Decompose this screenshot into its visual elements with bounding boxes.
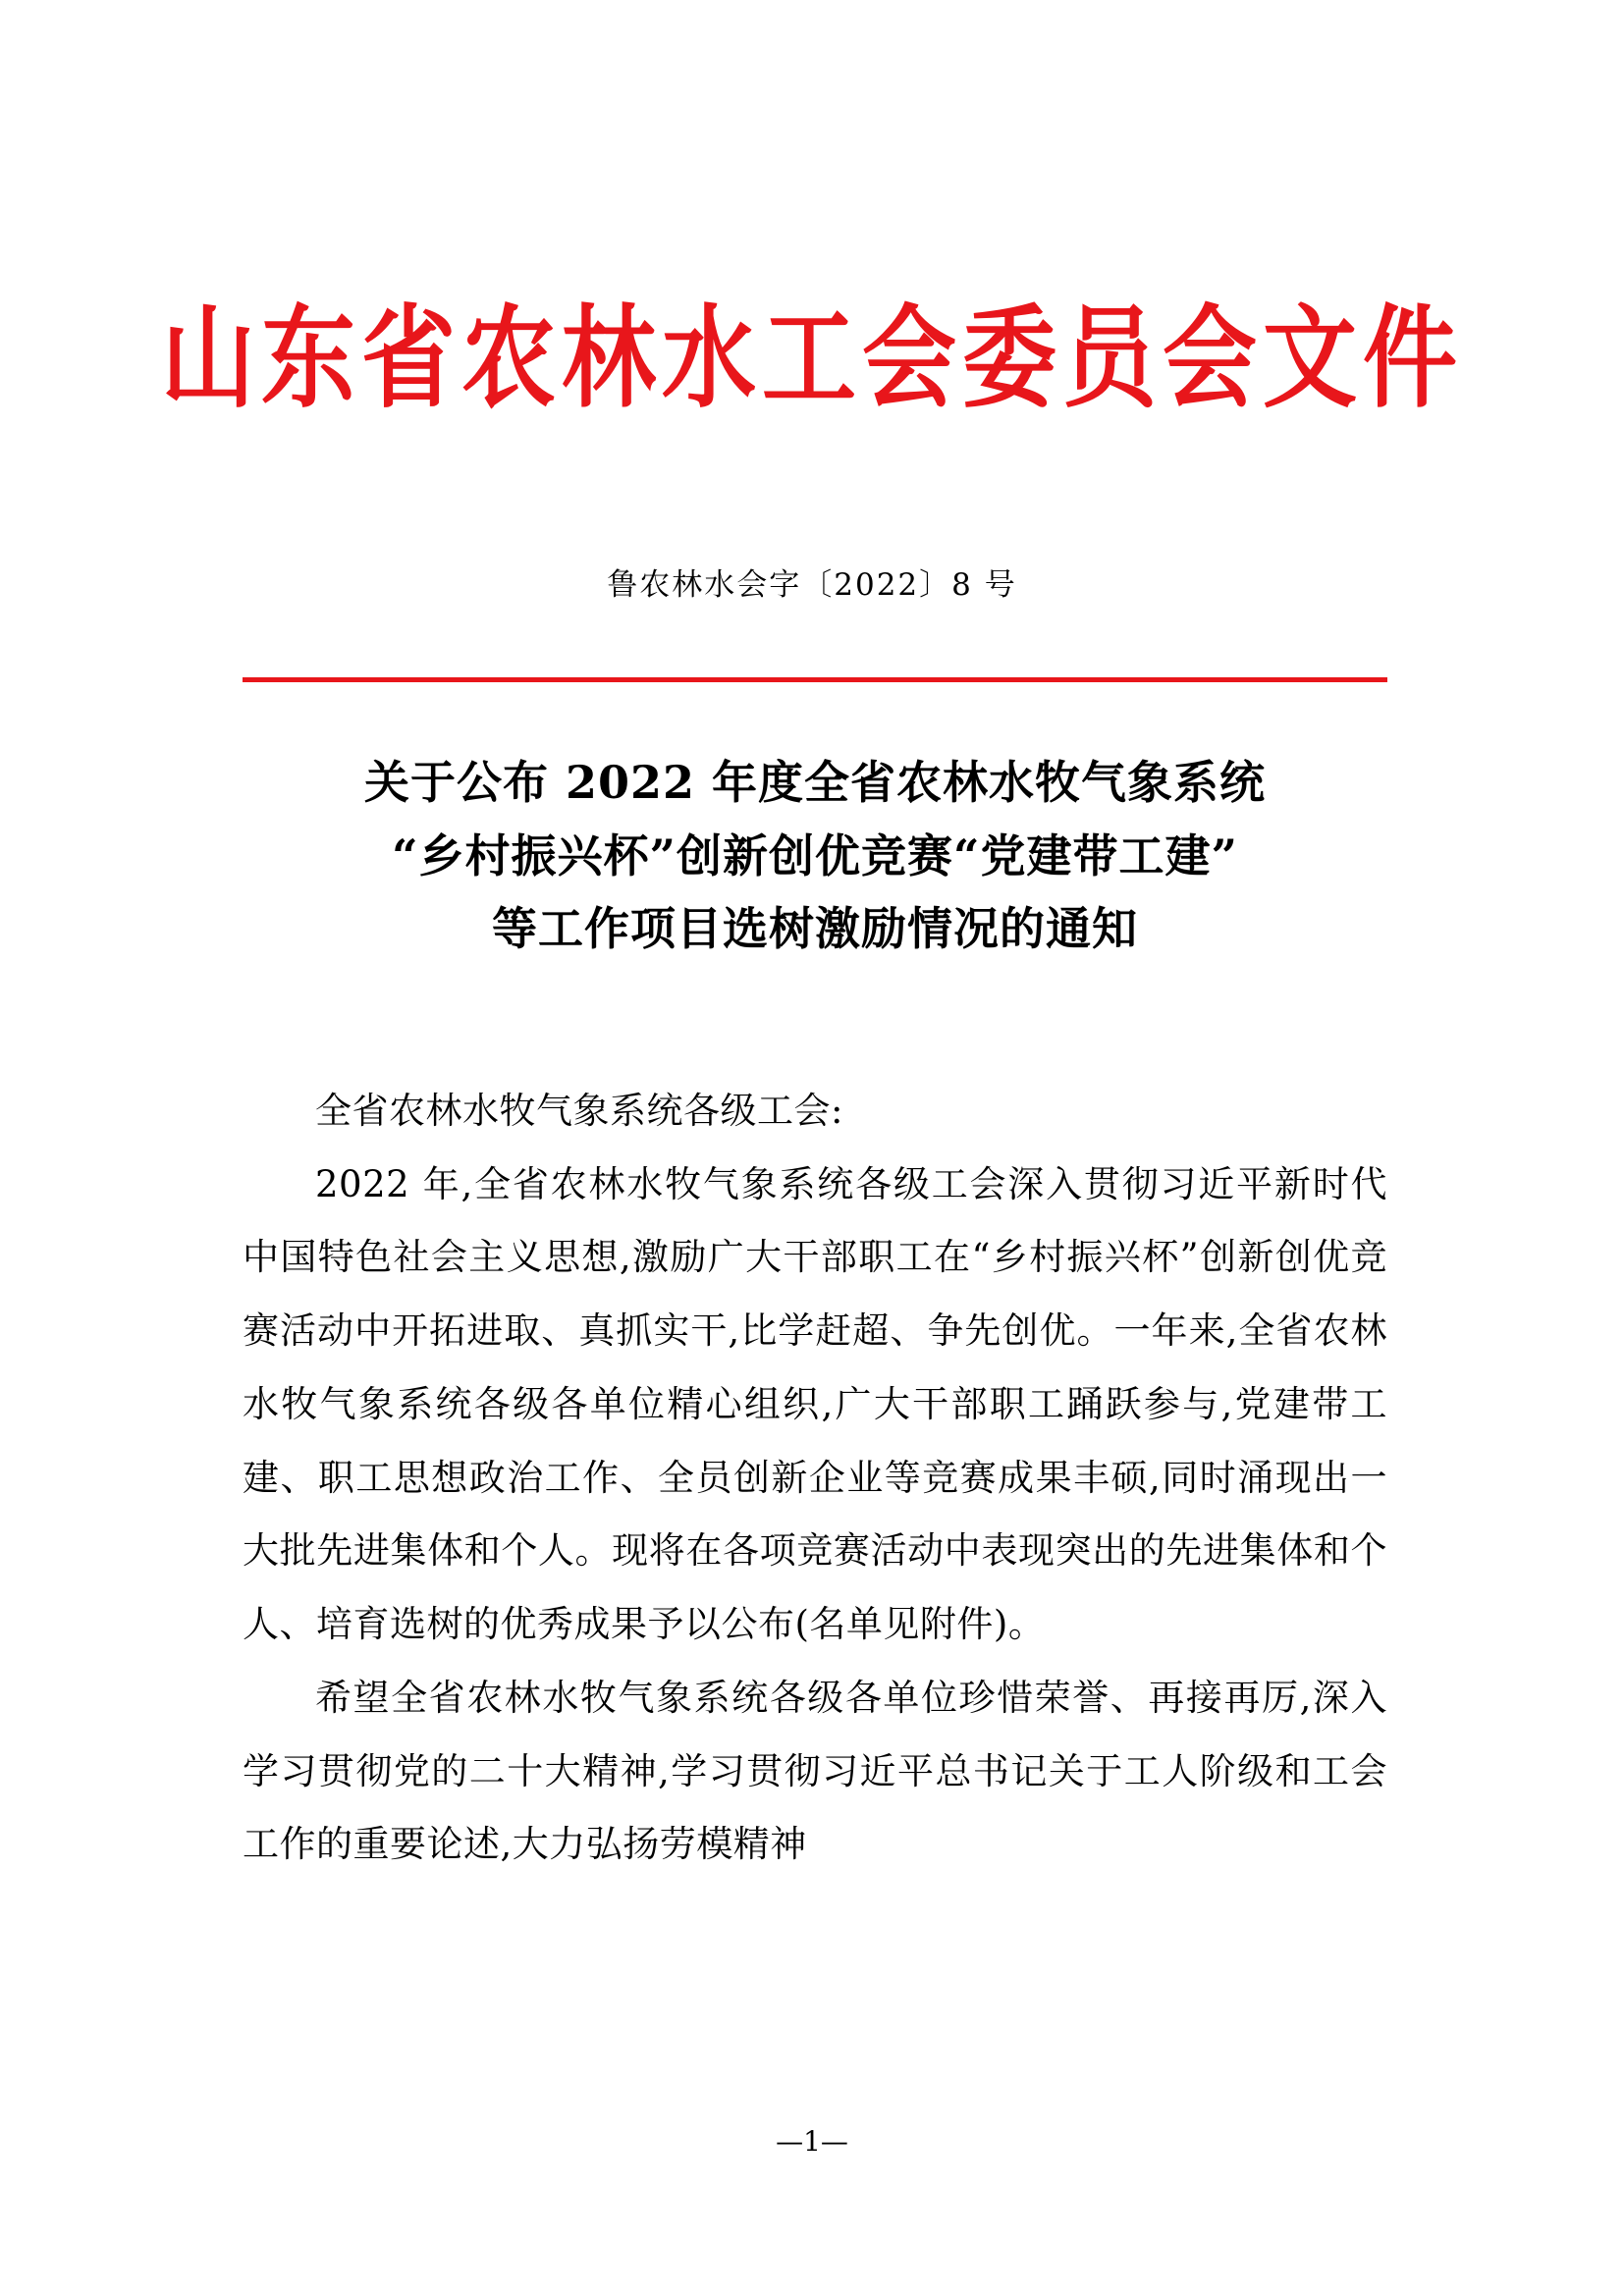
document-header	[0, 292, 1624, 423]
body-paragraph-2: 希望全省农林水牧气象系统各级各单位珍惜荣誉、再接再厉,深入学习贯彻党的二十大精神,学习贯彻习近平总书记关于工人阶级和工会工作的重要论述,大力弘扬劳模精神	[243, 1676, 1387, 1866]
salutation: 全省农林水牧气象系统各级工会:	[315, 1090, 843, 1132]
page-title	[243, 746, 1387, 966]
page-number: —1—	[776, 2125, 848, 2158]
page-title-line-3: 等工作项目选树激励情况的通知	[492, 902, 1138, 956]
issuing-organization-title: 山东省农林水工会委员会文件	[161, 292, 1463, 423]
document-body	[243, 1075, 1387, 1882]
body-paragraph-1: 2022 年,全省农林水牧气象系统各级工会深入贯彻习近平新时代中国特色社会主义思想,激励广大干部职工在“乡村振兴杯”创新创优竞赛活动中开拓进取、真抓实干,比学赶超、争先创优。一年来,全省农林水牧气象系统各级各单位精心组织,广大干部职工踊跃参与,党建带工建、职工思想政治工作、全员创新企业等竞赛成果丰硕,同时涌现出一大批先进集体和个人。现将在各项竞赛活动中表现突出的先进集体和个人、培育选树的优秀成果予以公布(名单见附件)。	[243, 1162, 1387, 1646]
document-serial-number: 鲁农林水会字〔2022〕8 号	[607, 567, 1017, 603]
page-title-line-1: 关于公布 2022 年度全省农林水牧气象系统	[363, 756, 1267, 809]
red-divider-rule	[243, 677, 1387, 682]
page-title-line-2: “乡村振兴杯”创新创优竞赛“党建带工建”	[392, 828, 1238, 882]
